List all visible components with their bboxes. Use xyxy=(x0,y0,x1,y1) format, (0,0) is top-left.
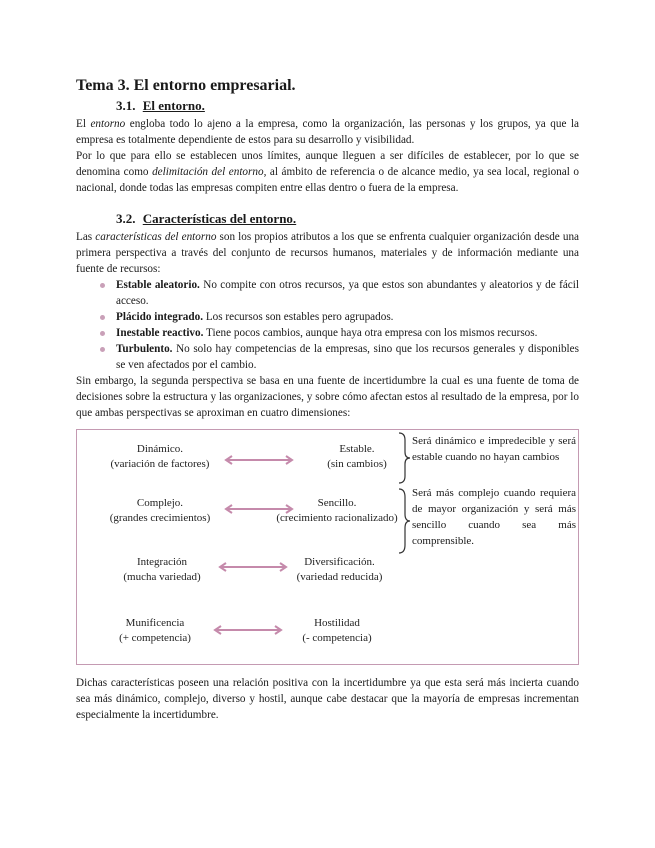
double-arrow-icon xyxy=(223,504,295,514)
list-item: Turbulento. No solo hay competencias de la empresas, sino que los recursos generales y disponibles se ven afectados por el cambio. xyxy=(76,341,579,373)
figure-right-label: Sencillo. (crecimiento racionalizado) xyxy=(276,497,398,524)
document-title: Tema 3. El entorno empresarial. xyxy=(76,77,296,94)
section-2-paragraph-3: Dichas características poseen una relación positiva con la incertidumbre ya que esta será más incierta cuando sea más dinámico, complejo, diverso y hostil, aunque cabe destacar que la mayoría de empresas incrementan especialmente la incertidumbre. xyxy=(76,677,579,721)
figure-right-label: Hostilidad (- competencia) xyxy=(302,617,372,644)
section-2-paragraph-2: Sin embargo, la segunda perspectiva se basa en una fuente de incertidumbre la cual es una fuente de toma de decisiones sobre la estructura y las organizaciones, y sobre cómo afectan estos al resultado de la empresa, por lo que ambas perspectivas se aproximan en cuatro dimensiones: xyxy=(76,375,579,419)
section-1-heading xyxy=(116,97,579,114)
document-page xyxy=(76,76,579,723)
bullet-dot-icon xyxy=(100,331,105,336)
curly-brace-icon xyxy=(397,432,411,484)
double-arrow-icon xyxy=(217,562,289,572)
section-2-paragraph-1: Las características del entorno son los propios atributos a los que se enfrenta cualquier organización desde una primera perspectiva a través del conjunto de recursos humanos, materiales y de información mediante una fuente de recursos: xyxy=(76,231,580,275)
curly-brace-icon xyxy=(397,488,411,554)
figure-left-label: Dinámico. (variación de factores) xyxy=(110,443,210,470)
list-item: Inestable reactivo. Tiene pocos cambios, aunque haya otra empresa con los mismos recursos. xyxy=(76,325,579,341)
term-delimitacion: delimitación del entorno, xyxy=(152,166,267,178)
double-arrow-icon xyxy=(212,625,284,635)
bullet-dot-icon xyxy=(100,347,105,352)
section-1-number: 3.1. xyxy=(116,98,136,113)
section-2-number: 3.2. xyxy=(116,211,136,226)
figure-right-label: Diversificación. (variedad reducida) xyxy=(296,556,383,583)
list-item: Estable aleatorio. No compite con otros recursos, ya que estos son abundantes y aleatorios y de fácil acceso. xyxy=(76,277,579,309)
term-entorno: entorno xyxy=(90,118,126,130)
bullet-dot-icon xyxy=(100,315,105,320)
term-caracteristicas: características del entorno xyxy=(95,231,217,243)
section-1-paragraph-2: Por lo que para ello se establecen unos límites, aunque lleguen a ser difíciles de establecer, por lo que se denomina como delimitación del entorno, al ámbito de referencia o de alcance medio, ya sea local, regional o nacional, donde todas las empresas compiten entre ellas dentro o fuera de la empresa. xyxy=(76,150,579,194)
section-2-heading xyxy=(116,210,579,227)
figure-right-label: Estable. (sin cambios) xyxy=(327,443,387,470)
figure-left-label: Complejo. (grandes crecimientos) xyxy=(109,497,211,524)
bullet-dot-icon xyxy=(100,283,105,288)
section-1-paragraph-1: El entorno engloba todo lo ajeno a la empresa, como la organización, las personas y los grupos, ya que la empresa es totalmente dependiente de estos para su desarrollo y visibilidad. xyxy=(76,118,579,146)
figure-left-label: Integración (mucha variedad) xyxy=(123,556,201,583)
double-arrow-icon xyxy=(223,455,295,465)
note-complejo: Será más complejo cuando requiera de mayor organización y será más sencillo cuando sea más comprensible. xyxy=(412,487,576,547)
dimensions-figure xyxy=(76,429,579,665)
characteristics-list xyxy=(76,277,579,373)
section-1-title: El entorno. xyxy=(142,98,205,113)
list-item: Plácido integrado. Los recursos son estables pero agrupados. xyxy=(76,309,579,325)
note-dinamico: Será dinámico e impredecible y será estable cuando no hayan cambios xyxy=(412,435,576,463)
figure-left-label: Munificencia (+ competencia) xyxy=(119,617,191,644)
section-2-title: Características del entorno. xyxy=(142,211,297,226)
